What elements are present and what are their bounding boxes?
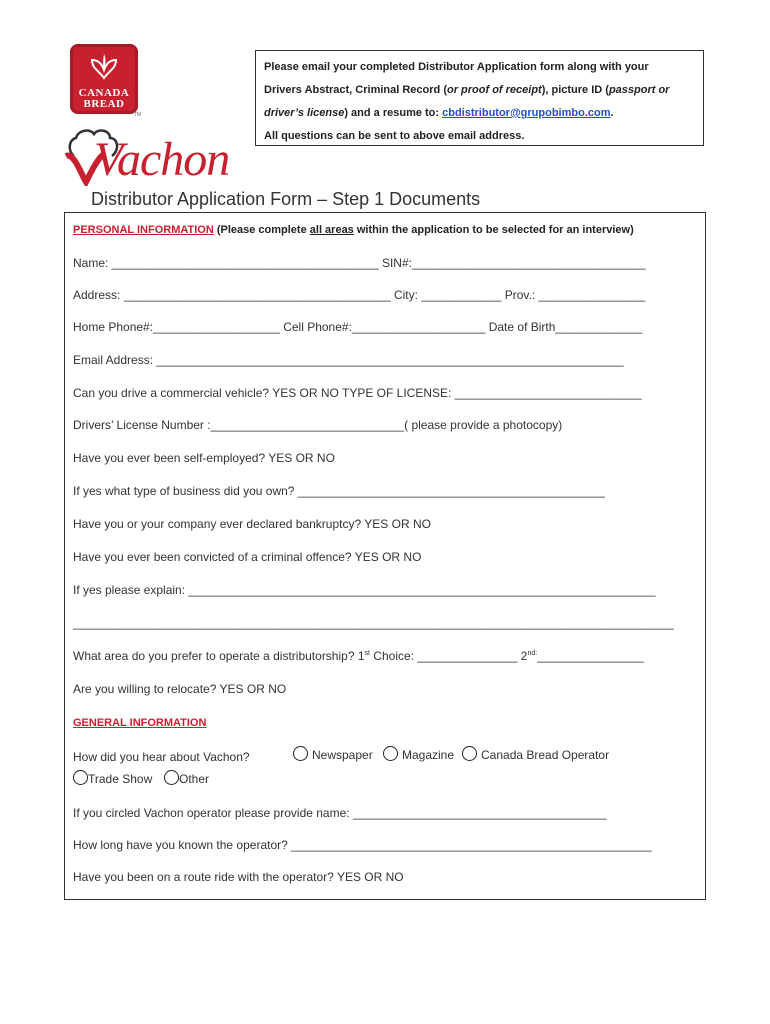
trademark-mark: TM [134, 112, 142, 118]
canada-bread-logo [70, 44, 138, 114]
page-title: Distributor Application Form – Step 1 Documents [91, 189, 481, 209]
criminal-offence-question[interactable]: Have you ever been convicted of a criminal offence? YES OR NO [73, 550, 422, 564]
option-other[interactable]: Other [164, 770, 209, 786]
email-instructions-box [255, 50, 704, 146]
option-magazine[interactable]: Magazine [383, 746, 454, 762]
radio-trade-show[interactable] [73, 770, 88, 785]
logo-text-bread: BREAD [83, 98, 125, 110]
phone-dob-field[interactable]: Home Phone#:___________________ Cell Phone#:____________________ Date of Birth_____________ [73, 320, 643, 334]
vachon-wordmark: Vachon [94, 133, 230, 186]
option-newspaper[interactable]: Newspaper [293, 746, 373, 762]
option-canada-bread-operator[interactable]: Canada Bread Operator [462, 746, 609, 762]
radio-magazine[interactable] [383, 746, 398, 761]
email-address-field[interactable]: Email Address: ______________________________________________________________________ [73, 353, 624, 367]
explain-field-line-2[interactable]: __________________________________________________________________________________________ [73, 616, 674, 630]
bankruptcy-question[interactable]: Have you or your company ever declared bankruptcy? YES OR NO [73, 517, 431, 531]
business-type-field[interactable]: If yes what type of business did you own? ______________________________________________ [73, 484, 605, 498]
general-info-heading: GENERAL INFORMATION [73, 717, 207, 729]
address-field[interactable]: Address: ________________________________________ City: ____________ Prov.: ________________ [73, 288, 646, 302]
name-sin-field[interactable]: Name: ________________________________________ SIN#:___________________________________ [73, 256, 646, 270]
hear-about-question: How did you hear about Vachon? [73, 750, 250, 764]
explain-field[interactable]: If yes please explain: ______________________________________________________________________ [73, 583, 656, 597]
preferred-area-field[interactable]: What area do you prefer to operate a distributorship? 1st Choice: _______________ $2^{nd:}\_\_\_\_\_\_\_\_\_\_\_\_\_\_\_\_$ [73, 649, 644, 663]
vachon-logo [64, 126, 254, 190]
option-trade-show[interactable]: Trade Show [73, 770, 152, 786]
notice-line-4: All questions can be sent to above email address. [264, 130, 525, 142]
radio-newspaper[interactable] [293, 746, 308, 761]
personal-info-heading-row: PERSONAL INFORMATION (Please complete all areas within the application to be selected for an interview) [73, 224, 634, 236]
commercial-vehicle-question[interactable]: Can you drive a commercial vehicle? YES OR NO TYPE OF LICENSE: ____________________________ [73, 386, 642, 400]
operator-name-field[interactable]: If you circled Vachon operator please provide name: ______________________________________ [73, 806, 607, 820]
email-link[interactable]: cbdistributor@grupobimbo.com [442, 107, 611, 119]
route-ride-question[interactable]: Have you been on a route ride with the operator? YES OR NO [73, 870, 404, 884]
drivers-license-field[interactable]: Drivers’ License Number :_____________________________( please provide a photocopy) [73, 418, 563, 432]
personal-info-heading: PERSONAL INFORMATION [73, 224, 214, 236]
wheat-leaf-icon [88, 52, 120, 80]
operator-duration-field[interactable]: How long have you known the operator? ______________________________________________________ [73, 838, 652, 852]
radio-canada-bread-operator[interactable] [462, 746, 477, 761]
radio-other[interactable] [164, 770, 179, 785]
notice-line-2: Drivers Abstract, Criminal Record (or proof of receipt), picture ID (passport or [264, 84, 670, 96]
logo-text-canada: CANADA [78, 87, 130, 99]
notice-line-3: driver’s license) and a resume to: cbdistributor@grupobimbo.com. [264, 107, 614, 119]
notice-line-1: Please email your completed Distributor Application form along with your [264, 61, 649, 73]
self-employed-question[interactable]: Have you ever been self-employed? YES OR NO [73, 451, 335, 465]
relocate-question[interactable]: Are you willing to relocate? YES OR NO [73, 682, 287, 696]
